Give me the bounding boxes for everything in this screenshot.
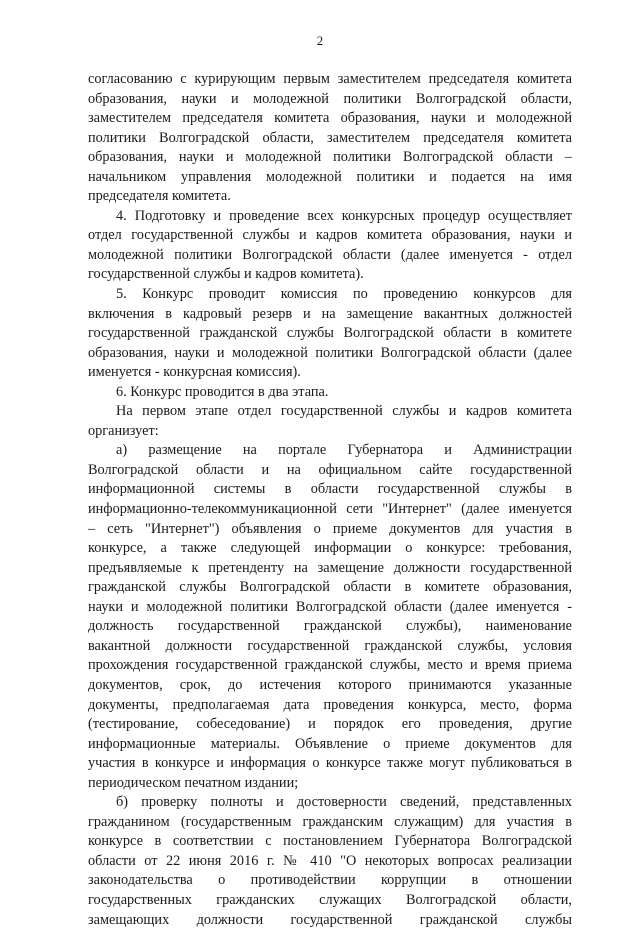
text-line: области от 22 июня 2016 г. № 410 "О некоторых вопросах реализации xyxy=(88,852,572,869)
text-line: а) размещение на портале Губернатора и Администрации xyxy=(116,442,572,459)
text-line: включения в кадровый резерв и на замещение вакантных должностей xyxy=(88,305,572,322)
text-line: вакантной должности государственной гражданской службы, условия xyxy=(88,637,572,654)
page-number: 2 xyxy=(316,33,324,48)
text-line: образования, науки и молодежной политики Волгоградской области – xyxy=(88,149,572,166)
text-line: На первом этапе отдел государственной службы и кадров комитета xyxy=(116,403,572,420)
text-line: 5. Конкурс проводит комиссия по проведению конкурсов для xyxy=(116,286,572,303)
text-line: б) проверку полноты и достоверности сведений, представленных xyxy=(116,794,572,811)
text-line: организует: xyxy=(88,422,159,439)
text-line: согласованию с курирующим первым заместителем председателя комитета xyxy=(88,71,572,87)
text-line: гражданской службы Волгоградской области в комитете образования, xyxy=(88,579,572,596)
text-line: образования, науки и молодежной политики Волгоградской области, xyxy=(88,90,572,107)
text-line: – сеть "Интернет") объявления о приеме документов для участия в xyxy=(88,520,572,537)
text-line: замещающих должности государственной гражданской службы xyxy=(88,911,572,928)
text-line: политики Волгоградской области, заместителем председателя комитета xyxy=(88,129,572,146)
text-line: начальником управления молодежной политики и подается на имя xyxy=(88,168,572,185)
text-line: должность государственной гражданской службы), наименование xyxy=(88,618,572,635)
text-line: 6. Конкурс проводится в два этапа. xyxy=(116,383,329,400)
text-line: (тестирование, собеседование) и порядок его проведения, другие xyxy=(88,716,572,733)
text-line: заместителем председателя комитета образования, науки и молодежной xyxy=(88,110,572,127)
text-line: государственной гражданской службы Волгоградской области в комитете xyxy=(88,325,572,342)
text-line: документы, предполагаемая дата проведения конкурса, место, форма xyxy=(88,696,572,713)
text-line: 4. Подготовку и проведение всех конкурсных процедур осуществляет xyxy=(116,207,572,224)
text-line: информационной системы в области государственной службы в xyxy=(88,481,572,498)
text-line: Волгоградской области и на официальном сайте государственной xyxy=(88,461,572,478)
text-line: отдел государственной службы и кадров комитета образования, науки и xyxy=(88,227,572,244)
text-line: прохождения государственной гражданской службы, место и время приема xyxy=(88,657,572,674)
text-line: гражданином (государственным гражданским служащим) для участия в xyxy=(88,813,572,830)
text-line: законодательства о противодействии коррупции в отношении xyxy=(88,872,572,889)
text-line: конкурсе, а также следующей информации о конкурсе: требования, xyxy=(88,540,572,557)
text-line: государственных гражданских служащих Волгоградской области, xyxy=(88,891,572,908)
text-line: науки и молодежной политики Волгоградской области (далее именуется - xyxy=(88,598,572,615)
text-line: председателя комитета. xyxy=(88,188,231,205)
text-line: именуется - конкурсная комиссия). xyxy=(88,364,301,381)
text-line: конкурсе в соответствии с постановлением Губернатора Волгоградской xyxy=(88,833,572,850)
text-line: молодежной политики Волгоградской области (далее именуется - отдел xyxy=(88,246,572,263)
text-line: образования, науки и молодежной политики Волгоградской области (далее xyxy=(88,344,572,361)
text-line: периодическом печатном издании; xyxy=(88,774,299,791)
text-line: участия в конкурсе и информация о конкурсе также могут публиковаться в xyxy=(88,755,572,772)
text-line: информационные материалы. Объявление о приеме документов для xyxy=(88,735,572,752)
text-line: документов, срок, до истечения которого принимаются указанные xyxy=(88,676,572,693)
text-line: государственной службы и кадров комитета). xyxy=(88,266,364,283)
text-line: информационно-телекоммуникационной сети "Интернет" (далее именуется xyxy=(88,501,572,518)
document-body xyxy=(88,70,572,930)
text-line: предъявляемые к претенденту на замещение должности государственной xyxy=(88,559,572,576)
